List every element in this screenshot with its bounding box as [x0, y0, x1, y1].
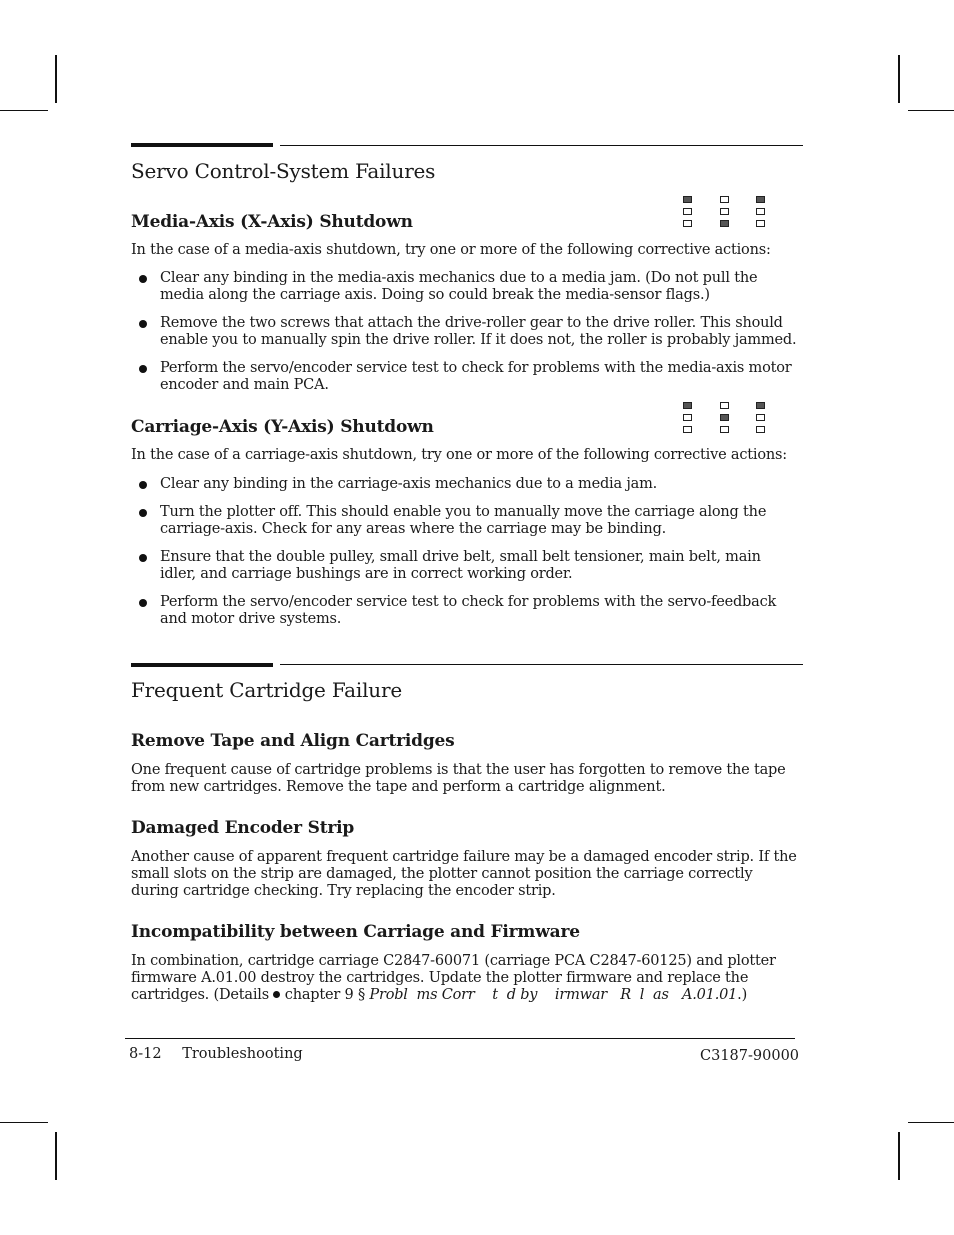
crop-mark-bottom-right-h: [908, 1122, 954, 1123]
led-indicator-icon: [756, 220, 765, 227]
crop-mark-top-right-h: [908, 110, 954, 111]
bullet-icon: [139, 365, 147, 373]
section-rule-thin: [280, 664, 803, 665]
led-indicator-icon: [683, 196, 692, 203]
led-indicator-icon: [683, 402, 692, 409]
led-indicator-icon: [756, 426, 765, 433]
subsection-title-carriage-axis: Carriage-Axis (Y-Axis) Shutdown: [131, 417, 434, 437]
led-indicator-icon: [720, 402, 729, 409]
bullet-icon: [139, 275, 147, 283]
led-indicator-icon: [720, 220, 729, 227]
led-indicator-icon: [756, 402, 765, 409]
subsection-title-remove-tape: Remove Tape and Align Cartridges: [131, 731, 455, 751]
led-indicator-icon: [720, 426, 729, 433]
part-number: C3187-90000: [700, 1048, 800, 1064]
bullet-icon: [139, 481, 147, 489]
chapter-name: Troubleshooting: [182, 1046, 303, 1062]
led-status-panel-carriage-axis: [683, 402, 783, 442]
subsection-title-encoder-strip: Damaged Encoder Strip: [131, 818, 355, 838]
section-rule-thick: [131, 143, 273, 147]
led-indicator-icon: [756, 196, 765, 203]
led-indicator-icon: [683, 208, 692, 215]
led-indicator-icon: [683, 414, 692, 421]
led-indicator-icon: [720, 414, 729, 421]
led-indicator-icon: [720, 208, 729, 215]
bullet-icon: [139, 599, 147, 607]
crop-mark-top-right-v: [898, 55, 900, 103]
paragraph-remove-tape: One frequent cause of cartridge problems is that the user has forgotten to remove the tape from new cartridges. Remove the tape and perform a cartridge alignment.: [131, 762, 786, 795]
led-indicator-icon: [683, 220, 692, 227]
led-indicator-icon: [683, 426, 692, 433]
crop-mark-bottom-left-v: [55, 1132, 57, 1180]
paragraph-encoder-strip: Another cause of apparent frequent cartridge failure may be a damaged encoder strip. If the small slots on the strip are damaged, the plotter cannot position the carriage correctly during cartridge checking. Try replacing the encoder strip.: [131, 849, 797, 899]
led-indicator-icon: [756, 414, 765, 421]
section-title-cartridge-failure: Frequent Cartridge Failure: [131, 678, 402, 702]
paragraph-incompatibility: In combination, cartridge carriage C2847-60071 (carriage PCA C2847-60125) and plotter firmware A.01.00 destroy the cartridges. Update the plotter firmware and replace the cartridges. (Details chapter 9 § Probl ms Corr t d by irmwar R l as A.01.01.): [131, 953, 776, 1003]
footer-rule: [125, 1038, 795, 1039]
subsection-title-media-axis: Media-Axis (X-Axis) Shutdown: [131, 212, 413, 232]
section-title-servo: Servo Control-System Failures: [131, 159, 436, 183]
bullet-icon: [139, 554, 147, 562]
paragraph-media-axis-intro: In the case of a media-axis shutdown, try one or more of the following corrective actions:: [131, 242, 771, 258]
crop-mark-bottom-left-h: [0, 1122, 48, 1123]
section-rule-thick: [131, 663, 273, 667]
led-status-panel-media-axis: [683, 196, 783, 236]
section-rule-thin: [280, 145, 803, 146]
page-number: 8-12: [129, 1046, 162, 1062]
led-indicator-icon: [756, 208, 765, 215]
bullet-icon: [139, 320, 147, 328]
bullet-icon: [139, 509, 147, 517]
paragraph-carriage-axis-intro: In the case of a carriage-axis shutdown, try one or more of the following corrective actions:: [131, 447, 787, 463]
crop-mark-bottom-right-v: [898, 1132, 900, 1180]
footer-left: [129, 1046, 303, 1062]
cross-reference-link[interactable]: Probl ms Corr t d by irmwar R l as A.01.01: [369, 987, 738, 1003]
crop-mark-top-left-v: [55, 55, 57, 103]
subsection-title-incompatibility: Incompatibility between Carriage and Firmware: [131, 922, 580, 942]
crop-mark-top-left-h: [0, 110, 48, 111]
led-indicator-icon: [720, 196, 729, 203]
